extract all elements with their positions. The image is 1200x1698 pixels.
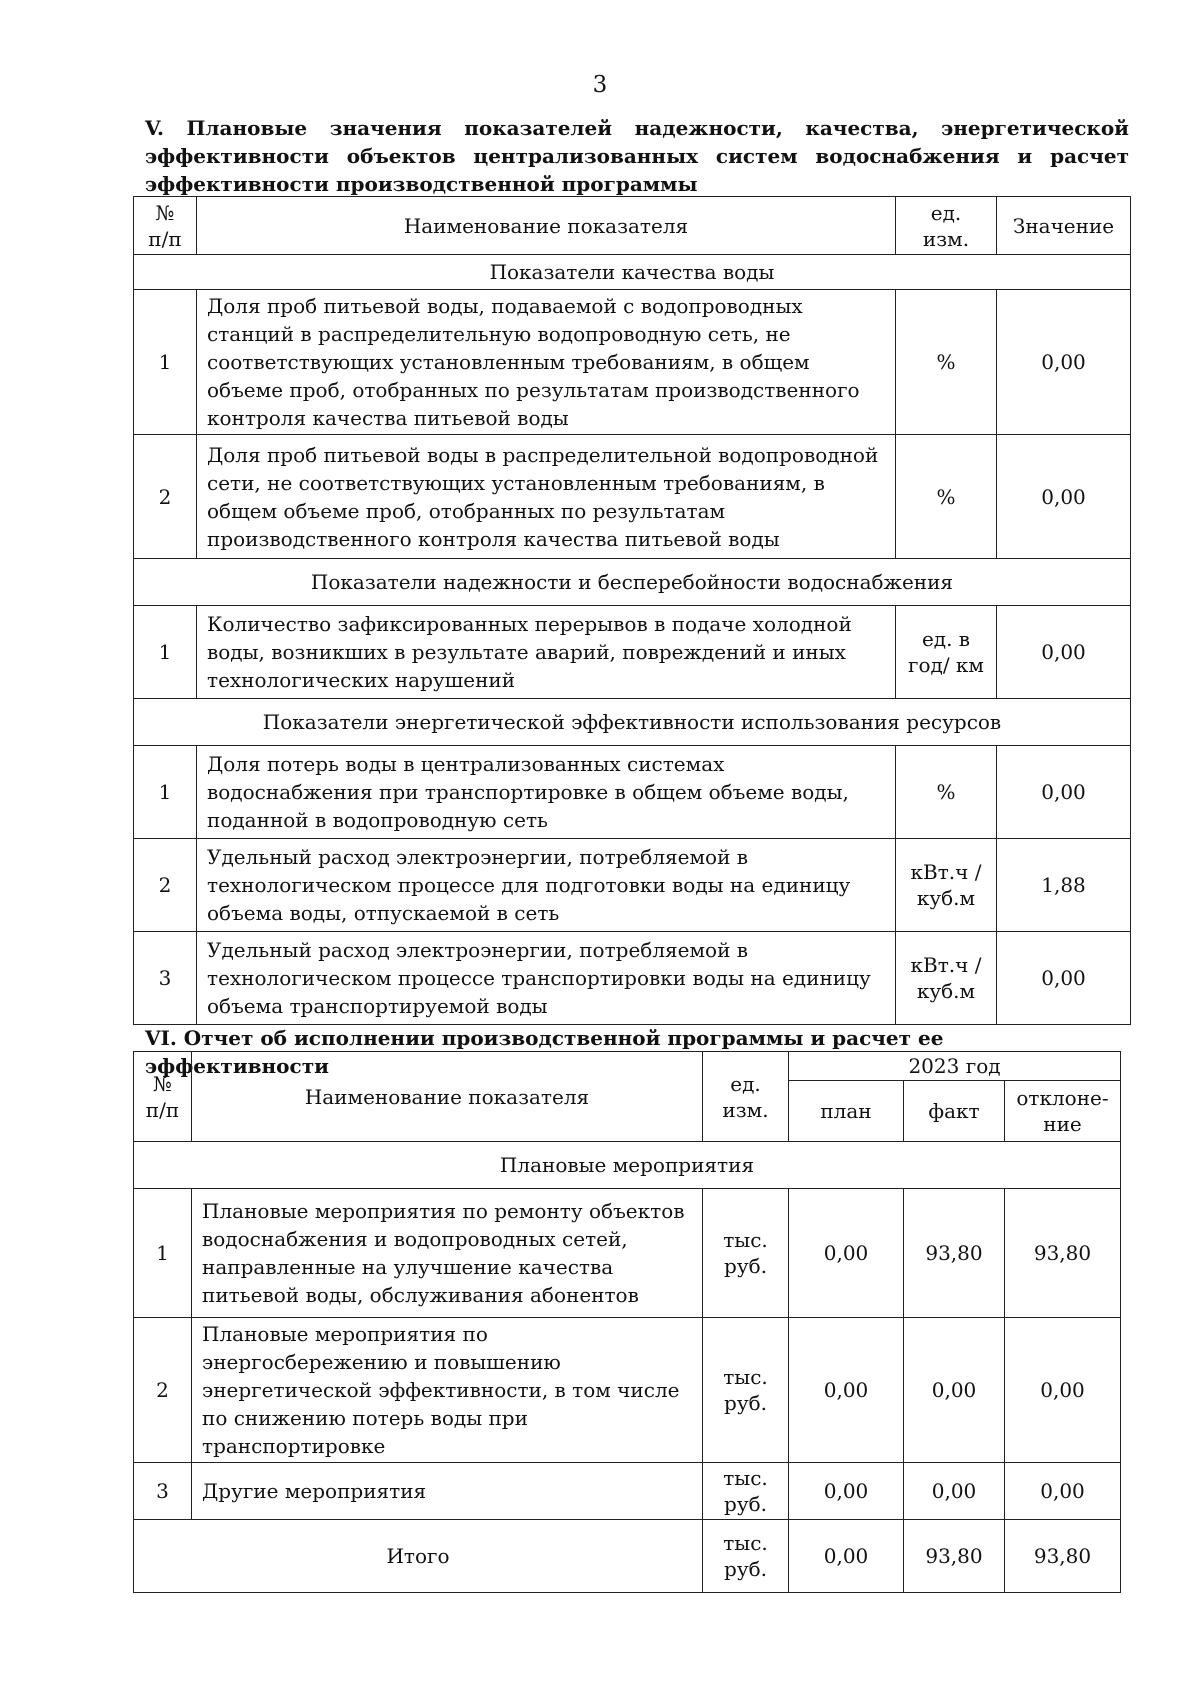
row-num: 3 — [134, 932, 197, 1025]
header-name: Наименование показателя — [192, 1052, 703, 1142]
group-row — [134, 699, 1131, 746]
row-value: 0,00 — [997, 932, 1131, 1025]
row-name: Плановые мероприятия по энергосбережению и повышению энергетической эффективности, в том числе по снижению потерь воды при транспортировке — [192, 1318, 703, 1463]
header-name: Наименование показателя — [197, 197, 896, 255]
row-plan: 0,00 — [789, 1318, 904, 1463]
header-plan: план — [789, 1081, 904, 1142]
header-deviation-label: отклоне- ние — [1016, 1086, 1109, 1136]
table-row — [134, 932, 1131, 1025]
row-name: Удельный расход электроэнергии, потребляемой в технологическом процессе для подготовки воды на единицу объема воды, отпускаемой в сеть — [197, 839, 896, 932]
row-unit — [703, 1318, 789, 1463]
header-year: 2023 год — [789, 1052, 1121, 1081]
group-title-reliability: Показатели надежности и бесперебойности водоснабжения — [134, 559, 1131, 606]
row-unit-label: ед. в год/ км — [908, 627, 984, 677]
row-unit: % — [896, 435, 997, 559]
table-row — [134, 1318, 1121, 1463]
total-fact: 93,80 — [904, 1520, 1005, 1593]
group-row — [134, 1142, 1121, 1189]
page-number: 3 — [592, 72, 608, 98]
table-row — [134, 839, 1131, 932]
total-row — [134, 1520, 1121, 1593]
table-header-row — [134, 197, 1131, 255]
group-title-energy-efficiency: Показатели энергетической эффективности использования ресурсов — [134, 699, 1131, 746]
section-5-indicators-table — [133, 196, 1131, 1025]
section-5-title-line: V. Плановые значения показателей надежности, качества, энергетической — [145, 116, 1129, 140]
row-deviation: 0,00 — [1005, 1463, 1121, 1520]
row-unit — [896, 839, 997, 932]
total-unit — [703, 1520, 789, 1593]
row-unit-label: тыс. руб. — [723, 1365, 768, 1415]
row-fact: 93,80 — [904, 1189, 1005, 1318]
group-title-planned-activities: Плановые мероприятия — [134, 1142, 1121, 1189]
table-row — [134, 1463, 1121, 1520]
row-num: 1 — [134, 746, 197, 839]
row-num: 2 — [134, 1318, 192, 1463]
section-6-title: VI. Отчет об исполнении производственной программы и расчет ее эффективности — [145, 1026, 944, 1078]
row-value: 0,00 — [997, 746, 1131, 839]
header-unit-label: ед. изм. — [922, 200, 970, 251]
row-plan: 0,00 — [789, 1189, 904, 1318]
total-label: Итого — [134, 1520, 703, 1593]
row-value: 0,00 — [997, 290, 1131, 435]
header-value: Значение — [997, 197, 1131, 255]
row-unit-label: тыс. руб. — [723, 1228, 768, 1278]
row-deviation: 93,80 — [1005, 1189, 1121, 1318]
table-row — [134, 435, 1131, 559]
table-row — [134, 1189, 1121, 1318]
row-value: 0,00 — [997, 606, 1131, 699]
row-unit-label: кВт.ч / куб.м — [910, 860, 982, 910]
row-fact: 0,00 — [904, 1463, 1005, 1520]
row-unit: % — [896, 746, 997, 839]
table-row — [134, 606, 1131, 699]
row-num: 3 — [134, 1463, 192, 1520]
group-row — [134, 559, 1131, 606]
row-unit-label: тыс. руб. — [723, 1466, 768, 1516]
row-unit — [896, 606, 997, 699]
row-num: 2 — [134, 435, 197, 559]
group-title-water-quality: Показатели качества воды — [134, 255, 1131, 290]
total-plan: 0,00 — [789, 1520, 904, 1593]
row-num: 1 — [134, 606, 197, 699]
group-row — [134, 255, 1131, 290]
row-name: Удельный расход электроэнергии, потребляемой в технологическом процессе транспортировки воды на единицу объема транспортируемой воды — [197, 932, 896, 1025]
row-num: 2 — [134, 839, 197, 932]
header-unit-label: ед. изм. — [722, 1071, 769, 1122]
row-name: Плановые мероприятия по ремонту объектов водоснабжения и водопроводных сетей, направленные на улучшение качества питьевой воды, обслуживания абонентов — [192, 1189, 703, 1318]
header-fact: факт — [904, 1081, 1005, 1142]
table-row — [134, 746, 1131, 839]
row-deviation: 0,00 — [1005, 1318, 1121, 1463]
section-5-title-line: эффективности производственной программы — [145, 172, 698, 196]
header-num — [134, 1052, 192, 1142]
header-unit — [703, 1052, 789, 1142]
header-unit — [896, 197, 997, 255]
header-num-label: № п/п — [148, 200, 182, 251]
section-5-title — [145, 114, 1129, 198]
row-name: Доля проб питьевой воды, подаваемой с водопроводных станций в распределительную водопроводную сеть, не соответствующих установленным требованиям, в общем объеме проб, отобранных по результатам производственного контроля качества питьевой воды — [197, 290, 896, 435]
section-6-report-table — [133, 1051, 1121, 1593]
row-unit — [703, 1463, 789, 1520]
header-num-label: № п/п — [145, 1071, 180, 1122]
header-deviation — [1005, 1081, 1121, 1142]
row-unit: % — [896, 290, 997, 435]
row-plan: 0,00 — [789, 1463, 904, 1520]
header-num — [134, 197, 197, 255]
row-fact: 0,00 — [904, 1318, 1005, 1463]
row-name: Количество зафиксированных перерывов в подаче холодной воды, возникших в результате аварий, повреждений и иных технологических нарушений — [197, 606, 896, 699]
table-row — [134, 290, 1131, 435]
table-header-row — [134, 1052, 1121, 1081]
total-unit-label: тыс. руб. — [723, 1531, 768, 1581]
row-unit — [703, 1189, 789, 1318]
row-name: Доля потерь воды в централизованных системах водоснабжения при транспортировке в общем объеме воды, поданной в водопроводную сеть — [197, 746, 896, 839]
row-unit — [896, 932, 997, 1025]
row-value: 1,88 — [997, 839, 1131, 932]
row-unit-label: кВт.ч / куб.м — [910, 953, 982, 1003]
section-5-title-line: эффективности объектов централизованных систем водоснабжения и расчет — [145, 144, 1129, 168]
total-deviation: 93,80 — [1005, 1520, 1121, 1593]
row-num: 1 — [134, 290, 197, 435]
row-name: Другие мероприятия — [192, 1463, 703, 1520]
row-name: Доля проб питьевой воды в распределительной водопроводной сети, не соответствующих установленным требованиям, в общем объеме проб, отобранных по результатам производственного контроля качества питьевой воды — [197, 435, 896, 559]
row-value: 0,00 — [997, 435, 1131, 559]
row-num: 1 — [134, 1189, 192, 1318]
